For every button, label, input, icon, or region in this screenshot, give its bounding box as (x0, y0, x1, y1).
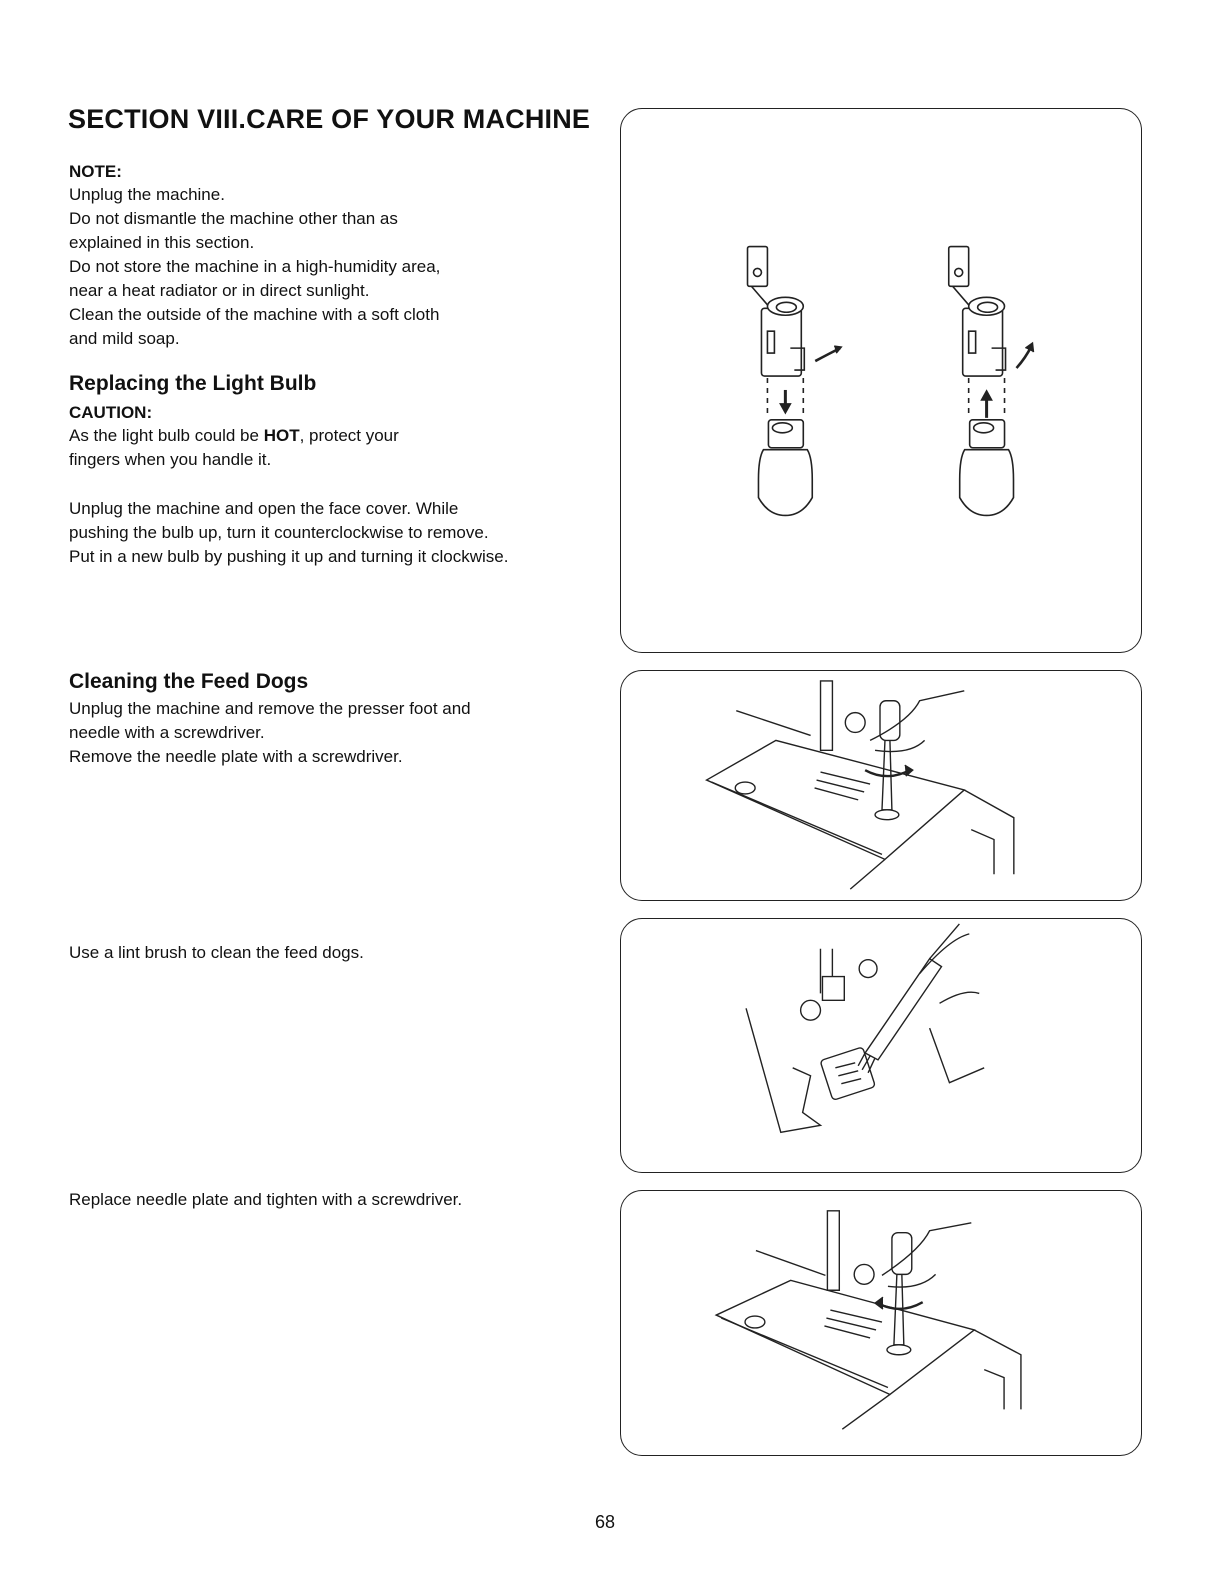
note-line: Unplug the machine. (69, 185, 225, 204)
feed-dogs-heading: Cleaning the Feed Dogs (69, 670, 309, 693)
replace-needle-plate-illustration (620, 1190, 1142, 1456)
step1-line: Unplug the machine and remove the presser foot and (69, 699, 471, 718)
feed-dogs-step3: Replace needle plate and tighten with a screwdriver. (69, 1190, 463, 1209)
caution-line: As the light bulb could be HOT, protect your (69, 426, 399, 445)
feed-dogs-step1 (69, 697, 471, 769)
remove-needle-plate-illustration (620, 670, 1142, 901)
note-line: and mild soap. (69, 329, 180, 348)
instruction-line: Put in a new bulb by pushing it up and turning it clockwise. (69, 547, 509, 566)
step1-line: needle with a screwdriver. (69, 723, 265, 742)
caution-label: CAUTION: (69, 403, 153, 422)
socket-left-icon (748, 247, 842, 516)
bulb-drawing (621, 109, 1141, 652)
replace-plate-drawing (621, 1191, 1141, 1455)
lint-brush-drawing (621, 919, 1141, 1172)
light-bulb-instructions (69, 497, 508, 569)
hot-emphasis: HOT (263, 426, 300, 445)
light-bulb-illustration (620, 108, 1142, 653)
screwdriver-icon (880, 701, 900, 741)
note-label: NOTE: (69, 162, 122, 181)
caution-block (69, 403, 399, 472)
step1-line: Remove the needle plate with a screwdriver. (69, 747, 403, 766)
lint-brush-illustration (620, 918, 1142, 1173)
instruction-line: Unplug the machine and open the face cover. While (69, 499, 459, 518)
section-title: SECTION VIII.CARE OF YOUR MACHINE (68, 104, 591, 134)
needle-plate-icon (707, 740, 965, 859)
note-block (69, 162, 440, 351)
note-line: Do not dismantle the machine other than as (69, 209, 398, 228)
caution-text (69, 424, 399, 472)
needle-plate-icon (716, 1280, 974, 1394)
socket-right-icon (949, 247, 1034, 516)
page-number: 68 (594, 1512, 616, 1532)
note-line: explained in this section. (69, 233, 255, 252)
note-line: Do not store the machine in a high-humidity area, (69, 257, 441, 276)
feed-dogs-step2: Use a lint brush to clean the feed dogs. (69, 943, 364, 962)
instruction-line: pushing the bulb up, turn it counterclockwise to remove. (69, 523, 489, 542)
note-line: near a heat radiator or in direct sunlight. (69, 281, 370, 300)
brush-icon (865, 959, 941, 1060)
note-text (69, 183, 440, 351)
caution-line: fingers when you handle it. (69, 450, 272, 469)
light-bulb-heading: Replacing the Light Bulb (69, 372, 317, 395)
screwdriver-icon (892, 1233, 912, 1275)
remove-plate-drawing (621, 671, 1141, 900)
note-line: Clean the outside of the machine with a soft cloth (69, 305, 440, 324)
